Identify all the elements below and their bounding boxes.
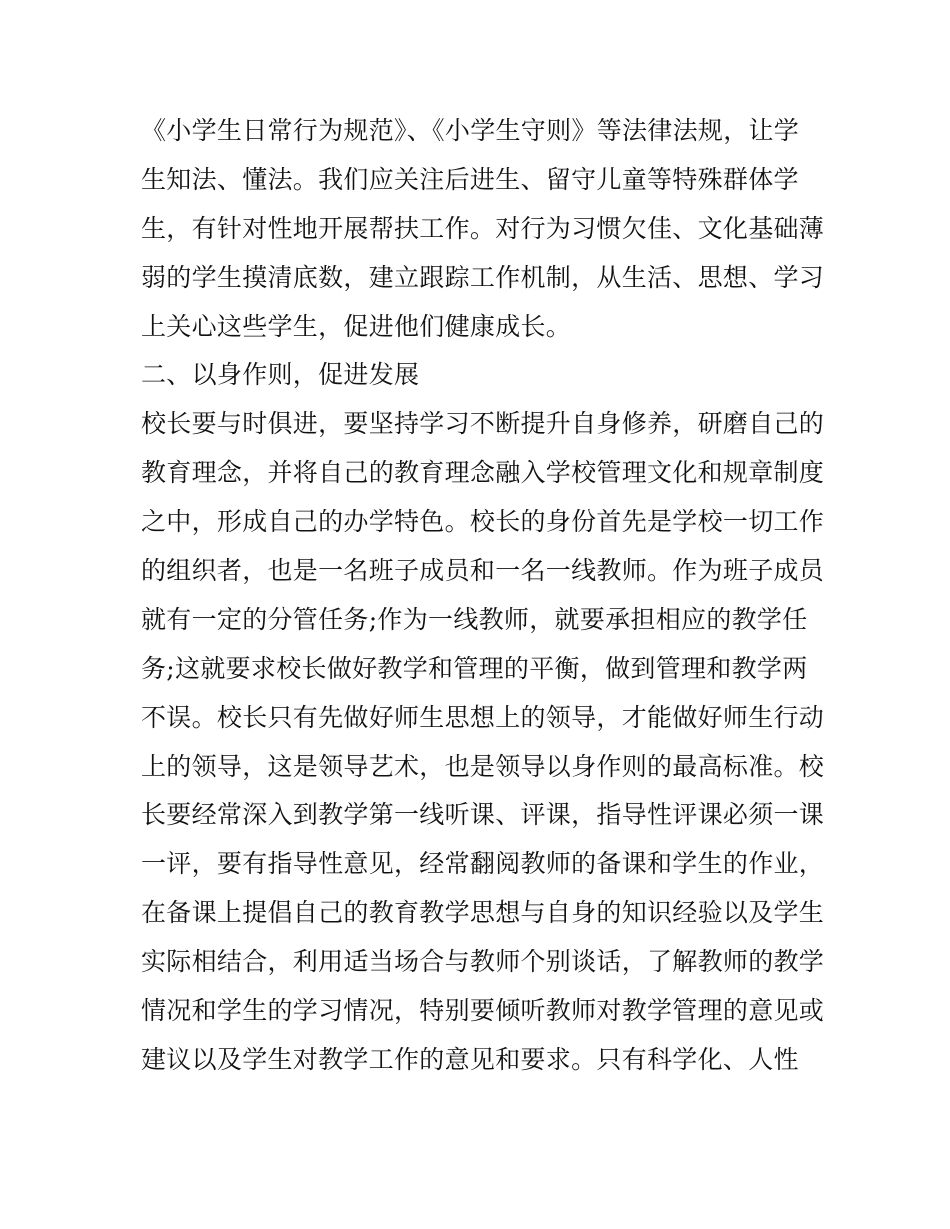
text-line: 建议以及学生对教学工作的意见和要求。只有科学化、人性: [141, 1044, 799, 1074]
text-line: 《小学生日常行为规范》、《小学生守则》等法律法规，让学: [141, 116, 800, 145]
text-line: 的组织者，也是一名班子成员和一名一线教师。作为班子成员: [141, 556, 825, 586]
text-line: 情况和学生的学习情况，特别要倾听教师对教学管理的意见或: [141, 996, 825, 1026]
text-line: 教育理念，并将自己的教育理念融入学校管理文化和规章制度: [141, 458, 825, 488]
text-line: 弱的学生摸清底数，建立跟踪工作机制，从生活、思想、学习: [141, 262, 825, 292]
section-heading: 二、以身作则，促进发展: [141, 360, 420, 390]
text-line: 生知法、懂法。我们应关注后进生、留守儿童等特殊群体学: [141, 164, 799, 194]
text-line: 上关心这些学生，促进他们健康成长。: [141, 311, 572, 341]
body-text: [141, 107, 825, 1085]
text-line: 就有一定的分管任务;作为一线教师，就要承担相应的教学任: [141, 604, 808, 634]
text-line: 在备课上提倡自己的教育教学思想与自身的知识经验以及学生: [141, 898, 825, 928]
text-line: 长要经常深入到教学第一线听课、评课，指导性评课必须一课: [141, 800, 825, 830]
text-line: 校长要与时俱进，要坚持学习不断提升自身修养，研磨自己的: [141, 409, 825, 439]
text-line: 务;这就要求校长做好教学和管理的平衡，做到管理和教学两: [141, 653, 808, 683]
text-line: 实际相结合，利用适当场合与教师个别谈话，了解教师的教学: [141, 947, 825, 977]
text-line: 生，有针对性地开展帮扶工作。对行为习惯欠佳、文化基础薄: [141, 213, 825, 243]
text-line: 上的领导，这是领导艺术，也是领导以身作则的最高标准。校: [141, 751, 825, 781]
text-line: 之中，形成自己的办学特色。校长的身份首先是学校一切工作: [141, 507, 825, 537]
text-line: 一评，要有指导性意见，经常翻阅教师的备课和学生的作业，: [141, 849, 825, 879]
text-line: 不误。校长只有先做好师生思想上的领导，才能做好师生行动: [141, 702, 825, 732]
